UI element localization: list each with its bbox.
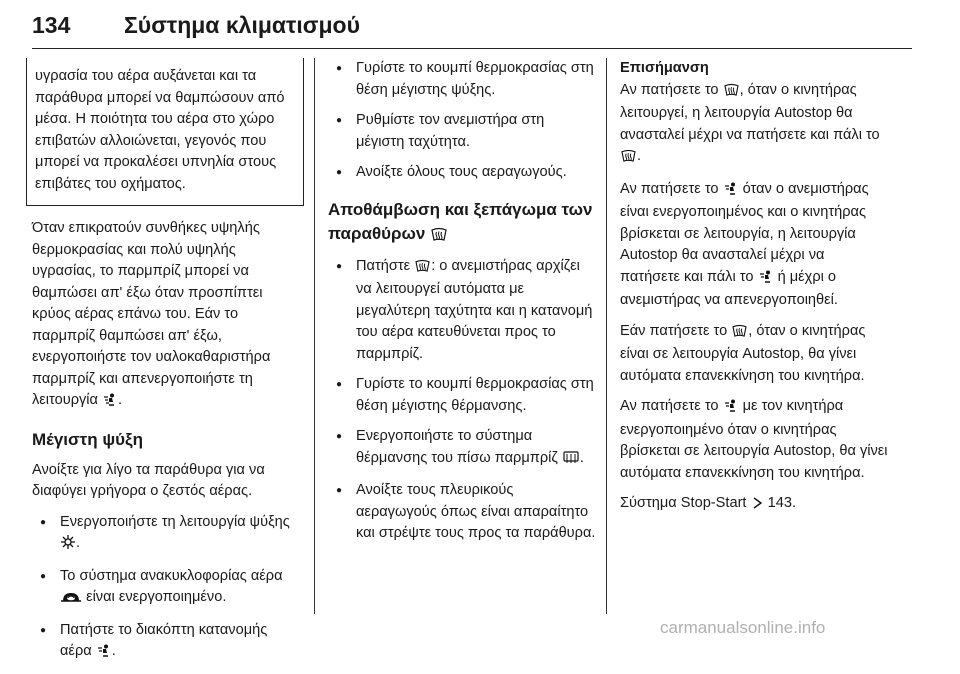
notice-box [26,58,304,206]
paragraph: Ανοίξτε για λίγο τα παράθυρα για να διαφύγει γρήγορα ο ζεστός αέρας. [32,461,265,499]
column-divider [314,58,315,614]
list-item: ● Ενεργοποιήστε το σύστημα θέρμανσης του πίσω παρμπρίζ . [328,426,596,471]
page-header [32,10,912,49]
list-item: ● Ρυθμίστε τον ανεμιστήρα στη μέγιστη ταχύτητα. [328,110,596,153]
column-right [620,58,888,526]
notice-paragraph: Αν πατήσετε το , όταν ο κινητήρας λειτουργεί, η λειτουργία Autostop θα ανασταλεί μέχρι να πατήσετε και πάλι το . [620,80,888,170]
bullet-list [328,256,596,545]
windshield-defrost-icon [732,323,747,345]
snowflake-ac-icon [61,535,75,557]
chapter-title: Σύστημα κλιματισμού [124,12,360,38]
notice-text: υγρασία του αέρα αυξάνεται και τα παράθυρα μπορεί να θαμπώσουν από μέσα. Η ποιότητα του αέρα στο χώρο επιβατών αλλοιώνεται, γεγονός που μπορεί να προκαλέσει υπνηλία στους επιβάτες του οχήματος. [35,68,285,192]
air-distribution-icon [759,269,773,291]
bullet-list [328,58,596,184]
reference-arrow-icon [752,495,763,517]
notice-paragraph: Αν πατήσετε το με τον κινητήρα ενεργοποιημένο όταν ο κινητήρας βρίσκεται σε λειτουργία Autostop, θα γίνει αυτόματα επανεκκίνηση του κινητήρα. [620,398,888,481]
column-middle [328,58,596,554]
list-item: ● Ενεργοποιήστε τη λειτουργία ψύξης . [32,512,302,557]
air-distribution-icon [724,398,738,420]
air-distribution-icon [97,643,111,665]
list-item: ● Πατήστε : ο ανεμιστήρας αρχίζει να λειτουργεί αυτόματα με μεγαλύτερη ταχύτητα και η κατανομή του αέρα κατευθύνεται προς το παρμπρίζ. [328,256,596,366]
list-item: ● Γυρίστε το κουμπί θερμοκρασίας στη θέση μέγιστης ψύξης. [328,58,596,101]
notice-paragraph: Αν πατήσετε το όταν ο ανεμιστήρας είναι ενεργοποιημένος και ο κινητήρας βρίσκεται σε λειτουργία, η λειτουργία Autostop θα ανασταλεί μέχρι να πατήσετε και πάλι το ή μέχρι ο ανεμιστήρας να απενεργοποιηθεί. [620,180,869,308]
list-item: ● Ανοίξτε τους πλευρικούς αεραγωγούς όπως είναι απαραίτητο και στρέψτε τους προς τα παράθυρα. [328,480,596,545]
windshield-defrost-icon [415,258,430,280]
section-heading: Αποθάμβωση και ξεπάγωμα των παραθύρων [328,198,596,248]
recirculation-icon [61,589,81,611]
column-left [32,58,302,674]
notice-paragraph: Εάν πατήσετε το , όταν ο κινητήρας είναι σε λειτουργία Autostop, θα γίνει αυτόματα επανεκκίνηση του κινητήρα. [620,322,866,384]
air-distribution-icon [724,181,738,203]
windshield-defrost-icon [724,82,739,104]
air-distribution-icon [103,392,117,414]
column-divider [606,58,607,614]
notice-heading: Επισήμανση [620,60,709,76]
windshield-defrost-icon [621,148,636,170]
windshield-defrost-icon [431,224,447,248]
watermark: carmanualsonline.info [660,618,826,637]
section-heading: Μέγιστη ψύξη [32,429,143,449]
cross-reference[interactable]: Σύστημα Stop-Start 143. [620,493,888,517]
rear-window-heat-icon [563,450,579,472]
paragraph: Όταν επικρατούν συνθήκες υψηλής θερμοκρασίας και πολύ υψηλής υγρασίας, το παρμπρίζ μπορεί να θαμπώσει απ' έξω όταν προσπίπτει κρύος αέρας επάνω του. Εάν το παρμπρίζ θαμπώσει απ' έξω, ενεργοποιήστε τον υαλοκαθαριστήρα παρμπρίζ και απενεργοποιήστε τη λειτουργία . [32,218,302,414]
list-item: ● Ανοίξτε όλους τους αεραγωγούς. [328,162,596,184]
page-number: 134 [32,12,71,38]
list-item: ● Το σύστημα ανακυκλοφορίας αέρα είναι ενεργοποιημένο. [32,566,302,611]
list-item: ● Γυρίστε το κουμπί θερμοκρασίας στη θέση μέγιστης θέρμανσης. [328,374,596,417]
list-item: ● Πατήστε το διακόπτη κατανομής αέρα . [32,620,302,665]
